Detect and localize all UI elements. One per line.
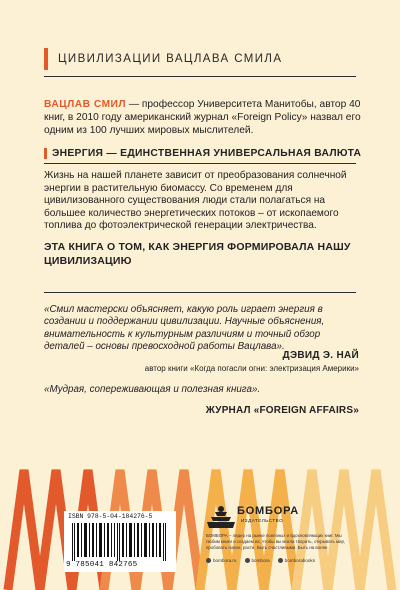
series-accent-bar [44, 48, 48, 70]
divider-heading [44, 163, 356, 164]
social-telegram: bomborabooks [278, 558, 315, 563]
quote-nye-subtitle: автор книги «Когда погасли огни: электризация Америки» [144, 364, 359, 373]
bombora-logo-icon [206, 504, 236, 530]
heading-energy: ЭНЕРГИЯ — ЕДИНСТВЕННАЯ УНИВЕРСАЛЬНАЯ ВАЛЮТА [52, 148, 362, 159]
zigzag-pattern [0, 466, 400, 590]
publisher-name: БОМБОРА [237, 505, 300, 517]
divider-quotes [44, 292, 356, 293]
quote-nye-author: ДЭВИД Э. НАЙ [282, 350, 359, 361]
author-bio: — профессор Университета Манитобы, автор 40 книг, в 2010 году американский журнал «Foreign Policy» назвал его одним из 100 лучших мировых мыслителей. [44, 99, 361, 136]
heading-book: ЭТА КНИГА О ТОМ, КАК ЭНЕРГИЯ ФОРМИРОВАЛА НАШУ ЦИВИЛИЗАЦИЮ [44, 241, 351, 267]
vk-icon [245, 558, 250, 563]
globe-icon [206, 558, 211, 563]
barcode-block [64, 511, 176, 572]
description-paragraph: Жизнь на нашей планете зависит от преобразования солнечной энергии в растительную биомассу. Со временем для цивилизованного существования люди стали полагаться на большее количество энергетических потоков – от ископаемого топлива до фотоэлектрической генерации электричества. [44, 170, 347, 232]
barcode-number: 9 785041 842765 [66, 561, 138, 569]
barcode-icon [72, 523, 168, 561]
series-header [44, 48, 282, 70]
publisher-socials [206, 558, 315, 563]
divider-top [44, 76, 356, 77]
telegram-icon [278, 558, 283, 563]
publisher-description: БОМБОРА – лидер на рынке полезных и вдохновляющих книг. Мы любим книги и создаем их, чтобы вы могли творить, открывать мир, пробовать новое, расти. Быть счастливыми. Быть на волне. [206, 533, 346, 550]
zigzag-line-3 [200, 470, 296, 590]
publisher-subname: ИЗДАТЕЛЬСТВО [241, 518, 284, 523]
isbn-text: ISBN 978-5-04-184276-5 [68, 513, 153, 520]
author-intro [44, 98, 364, 137]
quote-foreign-affairs: «Мудрая, сопереживающая и полезная книга». [44, 384, 261, 395]
heading-accent-bar [44, 148, 47, 159]
social-site: bombora.ru [206, 558, 237, 563]
social-vk: bombora [245, 558, 270, 563]
author-name: ВАЦЛАВ СМИЛ [44, 99, 127, 110]
quote-foreign-affairs-source: ЖУРНАЛ «FOREIGN AFFAIRS» [205, 405, 359, 416]
quote-nye: «Смил мастерски объясняет, какую роль играет энергия в создании и поддержании цивилизации. Научные объяснения, внимательность к культурным различиям и точный обзор деталей – основы превосходной работы Вацлава». [44, 304, 325, 353]
series-title: ЦИВИЛИЗАЦИИ ВАЦЛАВА СМИЛА [58, 53, 283, 65]
zigzag-line-4 [296, 470, 392, 590]
